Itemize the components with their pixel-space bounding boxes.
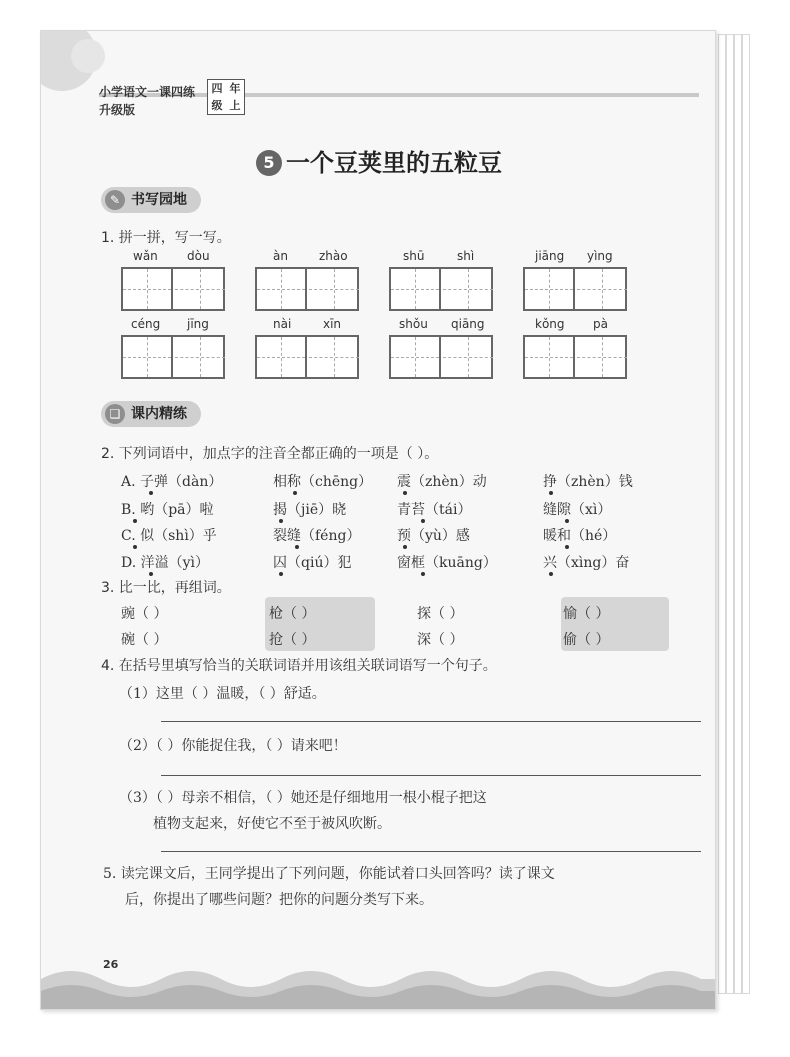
q2-option[interactable]: D. 洋溢（yì） xyxy=(121,555,210,571)
section-writing-label: 书写园地 xyxy=(131,192,187,208)
lesson-number: 5 xyxy=(256,150,282,176)
series-title: 小学语文一课四练 xyxy=(99,85,196,99)
emphasis-dot xyxy=(133,545,137,549)
writing-grid[interactable] xyxy=(121,335,225,379)
pinyin: shū xyxy=(403,249,425,263)
writing-grid[interactable] xyxy=(389,267,493,311)
writing-grid[interactable] xyxy=(255,335,359,379)
q5-text-line-1: 5. 读完课文后，王同学提出了下列问题，你能试着口头回答吗？读了课文 xyxy=(103,866,555,882)
q3-word-blank[interactable]: 深（ ） xyxy=(417,632,464,648)
pinyin: pà xyxy=(593,317,608,331)
answer-line[interactable] xyxy=(161,775,701,776)
emphasis-dot xyxy=(403,545,407,549)
page-number: 26 xyxy=(103,958,119,971)
pinyin: shǒu xyxy=(399,317,428,331)
writing-grid[interactable] xyxy=(255,267,359,311)
emphasis-dot xyxy=(293,491,297,495)
q3-word-blank[interactable]: 探（ ） xyxy=(417,606,464,622)
grade-char: 级 xyxy=(211,99,223,112)
emphasis-dot xyxy=(279,519,283,523)
lesson-title-text: 一个豆荚里的五粒豆 xyxy=(286,149,502,177)
q3-prompt: 3. 比一比，再组词。 xyxy=(101,580,231,596)
emphasis-dot xyxy=(565,519,569,523)
emphasis-dot xyxy=(565,545,569,549)
decor-bubble xyxy=(71,39,105,73)
emphasis-dot xyxy=(149,572,153,576)
pinyin: zhào xyxy=(319,249,348,263)
emphasis-dot xyxy=(403,491,407,495)
page-stack-edge xyxy=(734,34,742,994)
answer-line[interactable] xyxy=(161,851,701,852)
q2-option: 挣（zhèn）钱 xyxy=(543,474,633,490)
pinyin: shì xyxy=(457,249,475,263)
writing-grid[interactable] xyxy=(523,267,627,311)
edition-label: 升级版 xyxy=(99,103,136,117)
grade-char: 四 xyxy=(211,82,223,95)
q2-option: 兴（xìng）奋 xyxy=(543,555,630,571)
section-writing xyxy=(101,187,201,213)
emphasis-dot xyxy=(549,572,553,576)
q4-sentence-1[interactable]: （1）这里（ ）温暖，（ ）舒适。 xyxy=(119,686,326,702)
page-stack-edge xyxy=(718,34,726,994)
q3-word-blank[interactable]: 愉（ ） xyxy=(563,606,610,622)
q2-option: 囚（qiú）犯 xyxy=(273,555,352,571)
q2-option[interactable]: B. 哟（pā）啦 xyxy=(121,502,214,518)
answer-line[interactable] xyxy=(161,721,701,722)
q2-option: 青苔（tái） xyxy=(397,502,472,518)
pinyin: jīng xyxy=(187,317,209,331)
pinyin: wǎn xyxy=(133,249,158,263)
q2-option: 缝隙（xì） xyxy=(543,502,612,518)
section-practice xyxy=(101,401,201,427)
emphasis-dot xyxy=(421,519,425,523)
book-icon: ❑ xyxy=(105,404,125,424)
emphasis-dot xyxy=(133,519,137,523)
q2-option: 预（yù）感 xyxy=(397,528,470,544)
emphasis-dot xyxy=(149,491,153,495)
q2-option: 窗框（kuāng） xyxy=(397,555,497,571)
pinyin: qiāng xyxy=(451,317,485,331)
page-stack-edge xyxy=(726,34,734,994)
section-practice-label: 课内精练 xyxy=(131,406,187,422)
wave-decoration xyxy=(41,949,716,1009)
writing-grid[interactable] xyxy=(523,335,627,379)
q1-prompt: 1. 拼一拼，写一写。 xyxy=(101,230,231,246)
emphasis-dot xyxy=(295,545,299,549)
q2-option: 震（zhèn）动 xyxy=(397,474,487,490)
q2-option: 裂缝（féng） xyxy=(273,528,361,544)
q4-prompt: 4. 在括号里填写恰当的关联词语并用该组关联词语写一个句子。 xyxy=(101,658,497,674)
pinyin: nài xyxy=(273,317,292,331)
pinyin: xīn xyxy=(323,317,342,331)
q5-text-line-2: 后，你提出了哪些问题？把你的问题分类写下来。 xyxy=(125,892,433,908)
pinyin: jiāng xyxy=(535,249,565,263)
writing-grid[interactable] xyxy=(121,267,225,311)
q2-option: 揭（jiē）晓 xyxy=(273,502,347,518)
q4-sentence-3-cont: 植物支起来，好使它不至于被风吹断。 xyxy=(153,816,391,832)
pinyin: àn xyxy=(273,249,288,263)
grade-box xyxy=(207,79,245,115)
grade-char: 年 xyxy=(229,82,241,95)
pinyin: kǒng xyxy=(535,317,565,331)
q2-option: 相称（chēng） xyxy=(273,474,373,490)
emphasis-dot xyxy=(421,572,425,576)
q3-word-blank[interactable]: 豌（ ） xyxy=(121,606,168,622)
pinyin: yìng xyxy=(587,249,613,263)
q3-word-blank[interactable]: 抢（ ） xyxy=(269,632,316,648)
lesson-title xyxy=(41,143,716,178)
q2-option[interactable]: A. 子弹（dàn） xyxy=(121,474,223,490)
emphasis-dot xyxy=(279,572,283,576)
pinyin: céng xyxy=(131,317,161,331)
q3-word-blank[interactable]: 偷（ ） xyxy=(563,632,610,648)
pencil-icon: ✎ xyxy=(105,190,125,210)
q4-sentence-2[interactable]: （2）（ ）你能捉住我，（ ）请来吧！ xyxy=(119,738,347,754)
grade-char: 上 xyxy=(229,99,241,112)
q3-word-blank[interactable]: 碗（ ） xyxy=(121,632,168,648)
page-stack-edge xyxy=(742,34,750,994)
q3-word-blank[interactable]: 枪（ ） xyxy=(269,606,316,622)
q2-option[interactable]: C. 似（shì）乎 xyxy=(121,528,217,544)
q2-prompt: 2. 下列词语中，加点字的注音全都正确的一项是（ ）。 xyxy=(101,446,439,462)
workbook-page xyxy=(40,30,716,1010)
emphasis-dot xyxy=(549,491,553,495)
writing-grid[interactable] xyxy=(389,335,493,379)
q2-option: 暖和（hé） xyxy=(543,528,617,544)
pinyin: dòu xyxy=(187,249,210,263)
q4-sentence-3[interactable]: （3）（ ）母亲不相信，（ ）她还是仔细地用一根小棍子把这 xyxy=(119,790,487,806)
